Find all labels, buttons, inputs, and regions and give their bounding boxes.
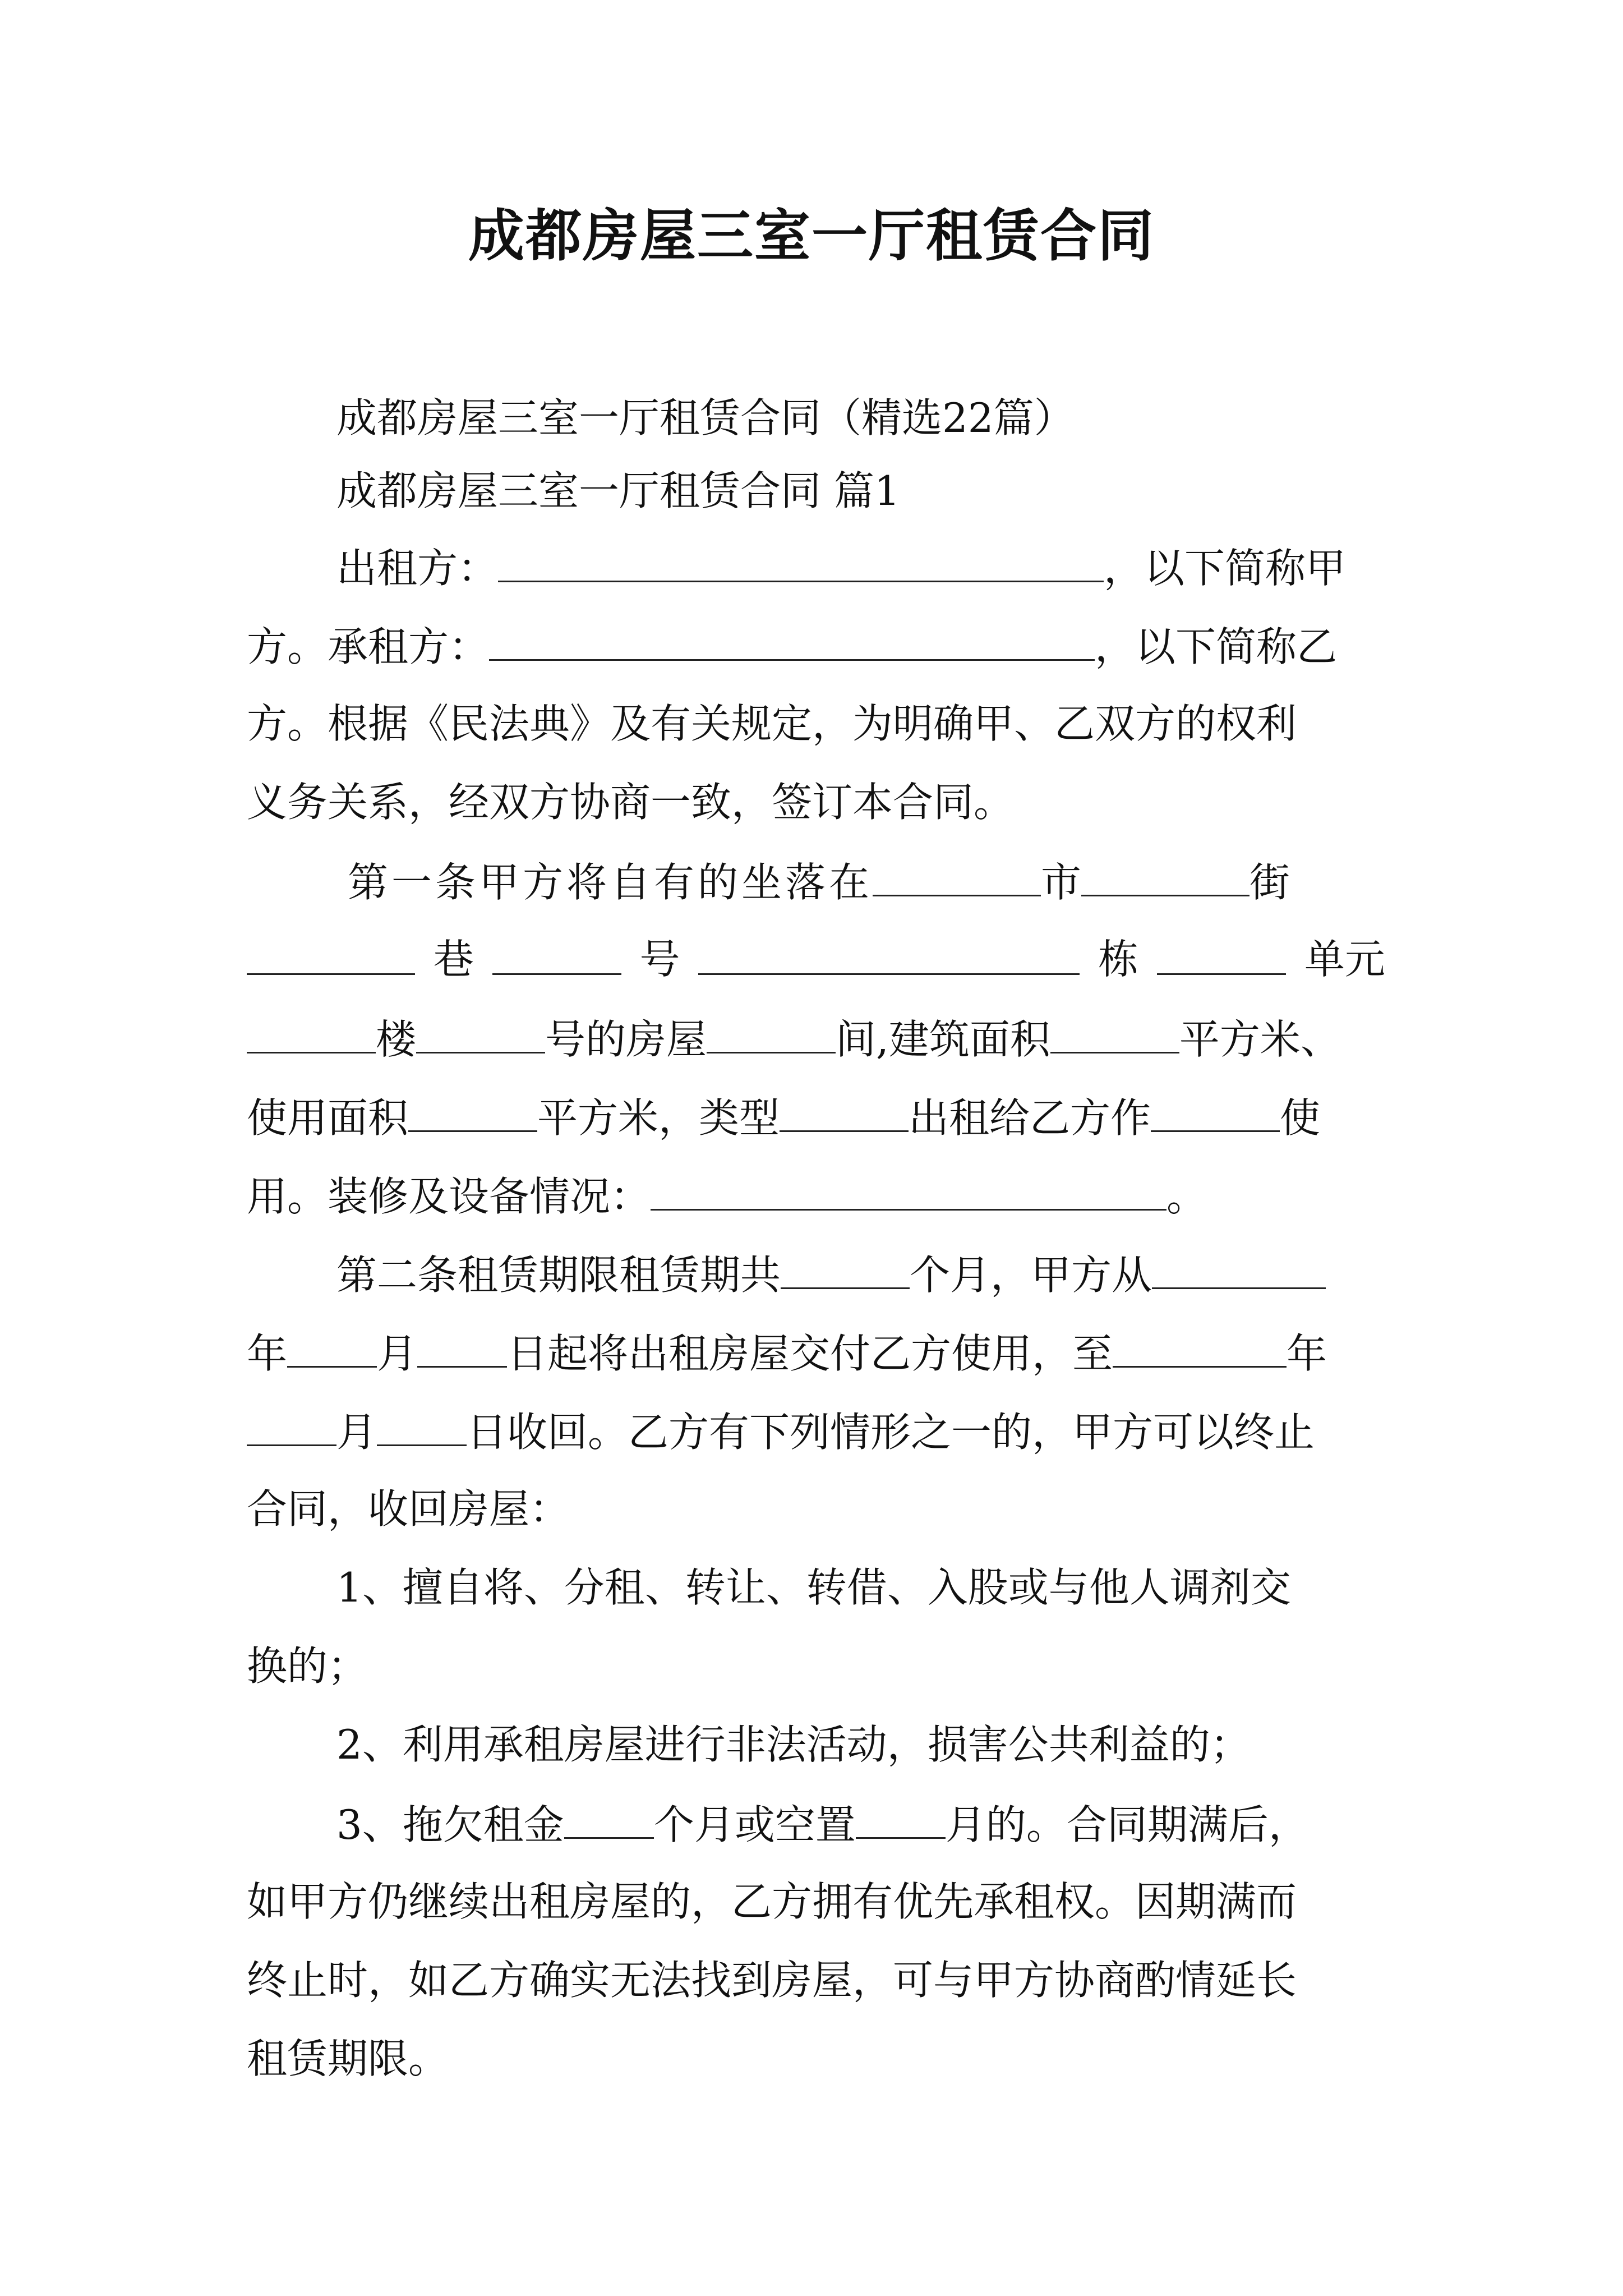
end-month-blank xyxy=(247,1405,336,1446)
number-label: 号 xyxy=(639,936,680,983)
months-blank xyxy=(781,1248,910,1289)
paragraph-line: 方。根据《民法典》及有关规定，为明确甲、乙双方的权利 xyxy=(247,700,1297,747)
subtitle: 成都房屋三室一厅租赁合同（精选22篇） xyxy=(336,394,1075,441)
usable-area-label: 使用面积 xyxy=(247,1094,409,1142)
paragraph-line: 如甲方仍继续出租房屋的，乙方拥有优先承租权。因期满而 xyxy=(247,1878,1297,1925)
section-heading: 成都房屋三室一厅租赁合同 篇1 xyxy=(336,467,900,514)
street-blank xyxy=(1081,855,1249,896)
decoration-blank xyxy=(651,1170,1166,1211)
unit-blank xyxy=(1157,934,1286,975)
document-title: 成都房屋三室一厅租赁合同 xyxy=(468,203,1155,269)
floor-label: 楼 xyxy=(376,1016,417,1063)
article1-line2 xyxy=(247,934,1385,984)
sqm-label: 平方米、 xyxy=(1179,1016,1341,1063)
article1-line1 xyxy=(348,855,1290,908)
article2-text: 第二条租赁期限租赁期共 xyxy=(336,1251,781,1299)
termination-text: 日收回。乙方有下列情形之一的，甲方可以终止 xyxy=(467,1409,1315,1456)
city-blank xyxy=(873,855,1041,896)
lessor-label: 出租方： xyxy=(336,545,499,592)
lessee-label: 方。承租方： xyxy=(247,623,490,670)
paragraph-line: 终止时，如乙方确实无法找到房屋，可与甲方协商酌情延长 xyxy=(247,1957,1297,2004)
end-day-blank xyxy=(377,1405,467,1446)
lease-purpose-label: 出租给乙方作 xyxy=(909,1094,1151,1142)
lessee-line xyxy=(247,620,1337,672)
lessee-suffix: ，以下简称乙 xyxy=(1095,623,1338,670)
start-month-blank xyxy=(287,1327,377,1368)
paragraph-line: 租赁期限。 xyxy=(247,2035,449,2082)
building-area-blank xyxy=(1050,1013,1179,1053)
building-label: 栋 xyxy=(1098,936,1139,983)
building-blank xyxy=(698,934,1080,975)
vacancy-months-blank xyxy=(856,1798,946,1839)
building-area-label: 间,建筑面积 xyxy=(836,1016,1050,1063)
room-label: 号的房屋 xyxy=(545,1016,707,1063)
type-blank xyxy=(780,1091,909,1132)
lessor-line xyxy=(336,541,1346,593)
article1-line5 xyxy=(247,1170,1207,1222)
year-label: 年 xyxy=(1287,1330,1327,1377)
arrears-months-blank xyxy=(564,1798,654,1839)
lessee-blank xyxy=(489,620,1095,661)
start-day-blank xyxy=(417,1327,507,1368)
month-label: 月 xyxy=(336,1409,377,1456)
expiry-text: 月的。合同期满后， xyxy=(945,1801,1309,1848)
arrears-label: 3、拖欠租金 xyxy=(336,1801,564,1848)
rooms-count-blank xyxy=(707,1013,836,1053)
usable-area-blank xyxy=(408,1091,537,1132)
number-blank xyxy=(492,934,621,975)
room-number-blank xyxy=(416,1013,545,1053)
start-year-blank xyxy=(1152,1248,1326,1289)
vacancy-label: 个月或空置 xyxy=(653,1801,856,1848)
from-label: 个月，甲方从 xyxy=(910,1251,1152,1299)
article2-line1 xyxy=(336,1248,1326,1300)
clause-2: 2、利用承租房屋进行非法活动，损害公共利益的； xyxy=(336,1721,1251,1768)
type-label: 平方米，类型 xyxy=(537,1094,780,1142)
use-label: 使 xyxy=(1280,1094,1321,1142)
clause-1-cont: 换的； xyxy=(247,1642,368,1690)
year-label: 年 xyxy=(247,1330,288,1377)
city-label: 市 xyxy=(1041,859,1082,906)
lessor-suffix: ，以下简称甲 xyxy=(1104,545,1347,592)
delivery-text: 日起将出租房屋交付乙方使用，至 xyxy=(507,1330,1113,1377)
purpose-blank xyxy=(1151,1091,1280,1132)
period-mark: 。 xyxy=(1166,1173,1207,1220)
article2-line3 xyxy=(247,1405,1315,1457)
paragraph-line: 义务关系，经双方协商一致，签订本合同。 xyxy=(247,779,1015,826)
decoration-label: 用。装修及设备情况： xyxy=(247,1173,651,1220)
floor-blank xyxy=(247,1013,376,1053)
end-year-blank xyxy=(1113,1327,1287,1368)
lane-blank xyxy=(247,934,415,975)
lane-label: 巷 xyxy=(433,936,474,983)
month-label: 月 xyxy=(377,1330,418,1377)
article1-line3 xyxy=(247,1013,1341,1065)
lessor-blank xyxy=(498,541,1104,582)
article1-line4 xyxy=(247,1091,1320,1143)
paragraph-line: 合同，收回房屋： xyxy=(247,1485,570,1533)
article1-text: 第一条甲方将自有的坐落在 xyxy=(348,859,873,906)
article2-line2 xyxy=(247,1327,1327,1379)
street-label: 街 xyxy=(1249,859,1290,906)
clause-3 xyxy=(336,1798,1309,1850)
clause-1: 1、擅自将、分租、转让、转借、入股或与他人调剂交 xyxy=(336,1564,1291,1611)
unit-label: 单元 xyxy=(1304,936,1385,983)
